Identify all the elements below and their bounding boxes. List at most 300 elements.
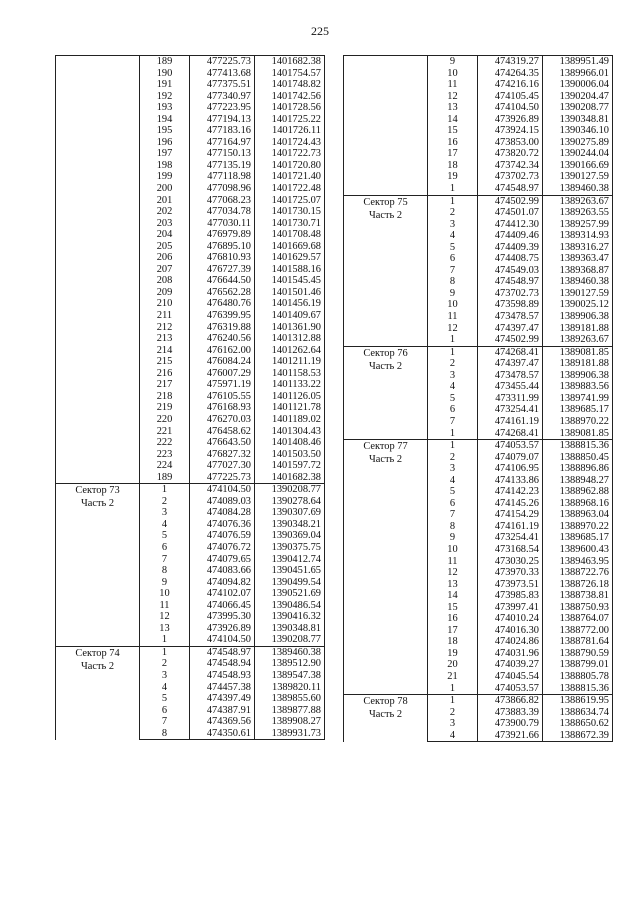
x-coordinate-cell: 473742.34 [478,160,543,172]
y-coordinate-cell: 1390521.69 [255,588,325,600]
x-coordinate-cell: 474024.86 [478,636,543,648]
point-number-cell: 194 [140,114,190,126]
y-coordinate-cell: 1401262.64 [255,345,325,357]
y-coordinate-cell: 1389906.38 [543,370,613,382]
y-coordinate-cell: 1401742.56 [255,91,325,103]
y-coordinate-cell: 1401682.38 [255,56,325,68]
y-coordinate-cell: 1390499.54 [255,577,325,589]
y-coordinate-cell: 1401722.73 [255,148,325,160]
x-coordinate-cell: 474104.50 [190,634,255,646]
x-coordinate-cell: 477135.19 [190,160,255,172]
x-coordinate-cell: 474154.29 [478,509,543,521]
x-coordinate-cell: 474104.50 [190,484,255,496]
x-coordinate-cell: 476895.10 [190,241,255,253]
sector-name: Сектор 74 [75,647,120,659]
point-number-cell: 190 [140,68,190,80]
x-coordinate-cell: 476644.50 [190,275,255,287]
sector-part: Часть 2 [368,709,403,721]
point-number-cell: 202 [140,206,190,218]
point-number-cell: 5 [428,242,478,254]
x-coordinate-cell: 476727.39 [190,264,255,276]
y-coordinate-cell: 1401748.82 [255,79,325,91]
point-number-cell: 5 [140,530,190,542]
x-coordinate-cell: 474409.46 [478,230,543,242]
x-coordinate-cell: 473866.82 [478,695,543,707]
table-row [56,56,325,68]
y-coordinate-cell: 1388799.01 [543,659,613,671]
point-number-cell: 197 [140,148,190,160]
point-number-cell: 210 [140,298,190,310]
point-number-cell: 8 [140,565,190,577]
x-coordinate-cell: 477183.16 [190,125,255,137]
y-coordinate-cell: 1401189.02 [255,414,325,426]
point-number-cell: 216 [140,368,190,380]
point-number-cell: 212 [140,322,190,334]
x-coordinate-cell: 474079.07 [478,452,543,464]
point-number-cell: 6 [140,542,190,554]
y-coordinate-cell: 1388634.74 [543,707,613,719]
x-coordinate-cell: 474106.95 [478,463,543,475]
y-coordinate-cell: 1401725.07 [255,195,325,207]
page-number: 225 [311,24,329,38]
y-coordinate-cell: 1401754.57 [255,68,325,80]
point-number-cell: 2 [428,207,478,219]
point-number-cell: 8 [140,728,190,740]
point-number-cell: 224 [140,460,190,472]
y-coordinate-cell: 1401133.22 [255,379,325,391]
x-coordinate-cell: 477375.51 [190,79,255,91]
x-coordinate-cell: 474104.50 [478,102,543,114]
y-coordinate-cell: 1401730.71 [255,218,325,230]
x-coordinate-cell: 474161.19 [478,416,543,428]
y-coordinate-cell: 1401708.48 [255,229,325,241]
x-coordinate-cell: 473926.89 [478,114,543,126]
y-coordinate-cell: 1389855.60 [255,693,325,705]
point-number-cell: 13 [140,623,190,635]
x-coordinate-cell: 474053.57 [478,683,543,695]
coordinates-table-left [55,55,325,740]
point-number-cell: 20 [428,659,478,671]
coordinates-table-right-body [344,56,613,742]
point-number-cell: 10 [428,299,478,311]
x-coordinate-cell: 474319.27 [478,56,543,68]
y-coordinate-cell: 1388948.27 [543,475,613,487]
point-number-cell: 3 [140,670,190,682]
y-coordinate-cell: 1389741.99 [543,393,613,405]
y-coordinate-cell: 1389081.85 [543,428,613,440]
sector-cell [344,195,428,346]
sector-cell [344,56,428,196]
y-coordinate-cell: 1390208.77 [255,634,325,646]
x-coordinate-cell: 476827.32 [190,449,255,461]
y-coordinate-cell: 1389257.99 [543,219,613,231]
point-number-cell: 4 [428,475,478,487]
y-coordinate-cell: 1389460.38 [255,646,325,658]
y-coordinate-cell: 1401503.50 [255,449,325,461]
y-coordinate-cell: 1388968.16 [543,498,613,510]
point-number-cell: 11 [428,79,478,91]
x-coordinate-cell: 473973.51 [478,579,543,591]
sector-part: Часть 2 [368,360,403,372]
x-coordinate-cell: 476562.28 [190,287,255,299]
point-number-cell: 1 [140,646,190,658]
y-coordinate-cell: 1389314.93 [543,230,613,242]
point-number-cell: 221 [140,426,190,438]
point-number-cell: 1 [428,183,478,195]
x-coordinate-cell: 473853.00 [478,137,543,149]
point-number-cell: 13 [428,102,478,114]
x-coordinate-cell: 477068.23 [190,195,255,207]
y-coordinate-cell: 1401682.38 [255,472,325,484]
point-number-cell: 8 [428,276,478,288]
point-number-cell: 16 [428,137,478,149]
sector-part: Часть 2 [80,498,115,510]
point-number-cell: 11 [140,600,190,612]
x-coordinate-cell: 477098.96 [190,183,255,195]
x-coordinate-cell: 477030.11 [190,218,255,230]
x-coordinate-cell: 474031.96 [478,648,543,660]
x-coordinate-cell: 473883.39 [478,707,543,719]
x-coordinate-cell: 473478.57 [478,370,543,382]
y-coordinate-cell: 1388722.76 [543,567,613,579]
point-number-cell: 217 [140,379,190,391]
point-number-cell: 7 [140,716,190,728]
y-coordinate-cell: 1401304.43 [255,426,325,438]
x-coordinate-cell: 473254.41 [478,404,543,416]
x-coordinate-cell: 473985.83 [478,590,543,602]
point-number-cell: 8 [428,521,478,533]
x-coordinate-cell: 473900.79 [478,718,543,730]
point-number-cell: 7 [428,265,478,277]
point-number-cell: 3 [428,718,478,730]
y-coordinate-cell: 1390451.65 [255,565,325,577]
y-coordinate-cell: 1401629.57 [255,252,325,264]
point-number-cell: 12 [428,91,478,103]
point-number-cell: 219 [140,402,190,414]
point-number-cell: 6 [140,705,190,717]
x-coordinate-cell: 474502.99 [478,195,543,207]
x-coordinate-cell: 474089.03 [190,496,255,508]
point-number-cell: 1 [140,634,190,646]
sector-name: Сектор 78 [363,696,408,708]
y-coordinate-cell: 1388815.36 [543,683,613,695]
point-number-cell: 2 [428,707,478,719]
point-number-cell: 213 [140,333,190,345]
x-coordinate-cell: 474397.49 [190,693,255,705]
y-coordinate-cell: 1390127.59 [543,171,613,183]
point-number-cell: 4 [428,230,478,242]
y-coordinate-cell: 1389460.38 [543,276,613,288]
x-coordinate-cell: 474549.03 [478,265,543,277]
y-coordinate-cell: 1388764.07 [543,613,613,625]
x-coordinate-cell: 474053.57 [478,440,543,452]
y-coordinate-cell: 1388672.39 [543,730,613,742]
point-number-cell: 195 [140,125,190,137]
point-number-cell: 211 [140,310,190,322]
point-number-cell: 200 [140,183,190,195]
x-coordinate-cell: 474161.19 [478,521,543,533]
point-number-cell: 2 [140,496,190,508]
x-coordinate-cell: 476168.93 [190,402,255,414]
x-coordinate-cell: 474076.36 [190,519,255,531]
y-coordinate-cell: 1390348.81 [543,114,613,126]
point-number-cell: 189 [140,472,190,484]
sector-cell [344,695,428,742]
x-coordinate-cell: 477225.73 [190,472,255,484]
point-number-cell: 9 [428,56,478,68]
point-number-cell: 18 [428,160,478,172]
x-coordinate-cell: 473995.30 [190,611,255,623]
y-coordinate-cell: 1390204.47 [543,91,613,103]
point-number-cell: 223 [140,449,190,461]
point-number-cell: 2 [428,452,478,464]
point-number-cell: 192 [140,91,190,103]
y-coordinate-cell: 1401361.90 [255,322,325,334]
x-coordinate-cell: 474369.56 [190,716,255,728]
point-number-cell: 10 [140,588,190,600]
table-row [344,440,613,452]
point-number-cell: 1 [428,334,478,346]
x-coordinate-cell: 477194.13 [190,114,255,126]
point-number-cell: 214 [140,345,190,357]
point-number-cell: 3 [428,463,478,475]
sector-cell [56,484,140,647]
point-number-cell: 9 [140,577,190,589]
x-coordinate-cell: 473926.89 [190,623,255,635]
y-coordinate-cell: 1401409.67 [255,310,325,322]
x-coordinate-cell: 474268.41 [478,346,543,358]
y-coordinate-cell: 1401501.46 [255,287,325,299]
x-coordinate-cell: 476084.24 [190,356,255,368]
x-coordinate-cell: 477118.98 [190,171,255,183]
point-number-cell: 12 [428,567,478,579]
point-number-cell: 205 [140,241,190,253]
x-coordinate-cell: 477340.97 [190,91,255,103]
point-number-cell: 222 [140,437,190,449]
x-coordinate-cell: 474412.30 [478,219,543,231]
x-coordinate-cell: 473924.15 [478,125,543,137]
y-coordinate-cell: 1389685.17 [543,404,613,416]
y-coordinate-cell: 1401211.19 [255,356,325,368]
x-coordinate-cell: 474039.27 [478,659,543,671]
point-number-cell: 11 [428,556,478,568]
point-number-cell: 204 [140,229,190,241]
sector-name: Сектор 75 [363,196,408,208]
point-number-cell: 16 [428,613,478,625]
x-coordinate-cell: 476458.62 [190,426,255,438]
table-row [344,56,613,68]
table-row [344,195,613,207]
point-number-cell: 206 [140,252,190,264]
y-coordinate-cell: 1390307.69 [255,507,325,519]
point-number-cell: 7 [140,554,190,566]
x-coordinate-cell: 473921.66 [478,730,543,742]
point-number-cell: 218 [140,391,190,403]
table-row [56,484,325,496]
x-coordinate-cell: 474397.47 [478,358,543,370]
y-coordinate-cell: 1389906.38 [543,311,613,323]
y-coordinate-cell: 1390369.04 [255,530,325,542]
x-coordinate-cell: 477413.68 [190,68,255,80]
coordinates-table-right [343,55,613,742]
y-coordinate-cell: 1389877.88 [255,705,325,717]
point-number-cell: 11 [428,311,478,323]
y-coordinate-cell: 1388970.22 [543,521,613,533]
coordinates-table-left-body [56,56,325,740]
point-number-cell: 12 [140,611,190,623]
x-coordinate-cell: 476319.88 [190,322,255,334]
x-coordinate-cell: 473311.99 [478,393,543,405]
sector-part: Часть 2 [80,660,115,672]
point-number-cell: 7 [428,509,478,521]
x-coordinate-cell: 474079.65 [190,554,255,566]
y-coordinate-cell: 1401588.16 [255,264,325,276]
y-coordinate-cell: 1390348.81 [255,623,325,635]
y-coordinate-cell: 1401408.46 [255,437,325,449]
point-number-cell: 189 [140,56,190,68]
point-number-cell: 17 [428,148,478,160]
y-coordinate-cell: 1401725.22 [255,114,325,126]
point-number-cell: 1 [428,428,478,440]
y-coordinate-cell: 1401545.45 [255,275,325,287]
y-coordinate-cell: 1389883.56 [543,381,613,393]
y-coordinate-cell: 1389547.38 [255,670,325,682]
x-coordinate-cell: 476270.03 [190,414,255,426]
x-coordinate-cell: 474066.45 [190,600,255,612]
y-coordinate-cell: 1390346.10 [543,125,613,137]
y-coordinate-cell: 1401720.80 [255,160,325,172]
y-coordinate-cell: 1389463.95 [543,556,613,568]
x-coordinate-cell: 473254.41 [478,532,543,544]
point-number-cell: 1 [428,346,478,358]
x-coordinate-cell: 477223.95 [190,102,255,114]
y-coordinate-cell: 1389908.27 [255,716,325,728]
x-coordinate-cell: 474084.28 [190,507,255,519]
x-coordinate-cell: 476007.29 [190,368,255,380]
point-number-cell: 196 [140,137,190,149]
point-number-cell: 3 [428,219,478,231]
y-coordinate-cell: 1401721.40 [255,171,325,183]
x-coordinate-cell: 474408.75 [478,253,543,265]
y-coordinate-cell: 1389512.90 [255,658,325,670]
y-coordinate-cell: 1388962.88 [543,486,613,498]
y-coordinate-cell: 1390244.04 [543,148,613,160]
x-coordinate-cell: 474045.54 [478,671,543,683]
y-coordinate-cell: 1388726.18 [543,579,613,591]
x-coordinate-cell: 473702.73 [478,171,543,183]
y-coordinate-cell: 1390166.69 [543,160,613,172]
x-coordinate-cell: 476105.55 [190,391,255,403]
x-coordinate-cell: 474216.16 [478,79,543,91]
y-coordinate-cell: 1388781.64 [543,636,613,648]
y-coordinate-cell: 1389820.11 [255,682,325,694]
point-number-cell: 21 [428,671,478,683]
point-number-cell: 15 [428,125,478,137]
sector-cell [344,440,428,695]
point-number-cell: 1 [428,683,478,695]
x-coordinate-cell: 474264.35 [478,68,543,80]
point-number-cell: 199 [140,171,190,183]
y-coordinate-cell: 1388850.45 [543,452,613,464]
point-number-cell: 208 [140,275,190,287]
x-coordinate-cell: 473478.57 [478,311,543,323]
x-coordinate-cell: 474548.97 [478,183,543,195]
sector-name: Сектор 77 [363,441,408,453]
y-coordinate-cell: 1389316.27 [543,242,613,254]
x-coordinate-cell: 474548.97 [478,276,543,288]
y-coordinate-cell: 1388750.93 [543,602,613,614]
y-coordinate-cell: 1389600.43 [543,544,613,556]
point-number-cell: 5 [428,393,478,405]
y-coordinate-cell: 1389951.49 [543,56,613,68]
x-coordinate-cell: 476399.95 [190,310,255,322]
x-coordinate-cell: 474502.99 [478,334,543,346]
x-coordinate-cell: 474350.61 [190,728,255,740]
point-number-cell: 14 [428,590,478,602]
y-coordinate-cell: 1401730.15 [255,206,325,218]
y-coordinate-cell: 1388970.22 [543,416,613,428]
x-coordinate-cell: 474548.93 [190,670,255,682]
y-coordinate-cell: 1388815.36 [543,440,613,452]
y-coordinate-cell: 1401728.56 [255,102,325,114]
x-coordinate-cell: 473820.72 [478,148,543,160]
table-row [344,695,613,707]
x-coordinate-cell: 474397.47 [478,323,543,335]
point-number-cell: 19 [428,648,478,660]
point-number-cell: 4 [428,381,478,393]
point-number-cell: 193 [140,102,190,114]
point-number-cell: 209 [140,287,190,299]
x-coordinate-cell: 474142.23 [478,486,543,498]
point-number-cell: 2 [428,358,478,370]
point-number-cell: 198 [140,160,190,172]
y-coordinate-cell: 1388790.59 [543,648,613,660]
y-coordinate-cell: 1388963.04 [543,509,613,521]
x-coordinate-cell: 473598.89 [478,299,543,311]
y-coordinate-cell: 1390412.74 [255,554,325,566]
x-coordinate-cell: 477164.97 [190,137,255,149]
y-coordinate-cell: 1389181.88 [543,358,613,370]
x-coordinate-cell: 474501.07 [478,207,543,219]
x-coordinate-cell: 476240.56 [190,333,255,345]
x-coordinate-cell: 474016.30 [478,625,543,637]
x-coordinate-cell: 476810.93 [190,252,255,264]
x-coordinate-cell: 474083.66 [190,565,255,577]
x-coordinate-cell: 474105.45 [478,91,543,103]
y-coordinate-cell: 1390375.75 [255,542,325,554]
y-coordinate-cell: 1388772.00 [543,625,613,637]
y-coordinate-cell: 1401158.53 [255,368,325,380]
point-number-cell: 9 [428,532,478,544]
y-coordinate-cell: 1401456.19 [255,298,325,310]
x-coordinate-cell: 474268.41 [478,428,543,440]
y-coordinate-cell: 1390486.54 [255,600,325,612]
x-coordinate-cell: 474010.24 [478,613,543,625]
point-number-cell: 6 [428,404,478,416]
point-number-cell: 1 [140,484,190,496]
point-number-cell: 215 [140,356,190,368]
sector-name: Сектор 76 [363,347,408,359]
y-coordinate-cell: 1401726.11 [255,125,325,137]
y-coordinate-cell: 1389363.47 [543,253,613,265]
table-row [56,646,325,658]
y-coordinate-cell: 1401312.88 [255,333,325,345]
point-number-cell: 5 [140,693,190,705]
point-number-cell: 6 [428,253,478,265]
sector-cell [56,56,140,484]
x-coordinate-cell: 474145.26 [478,498,543,510]
y-coordinate-cell: 1388738.81 [543,590,613,602]
